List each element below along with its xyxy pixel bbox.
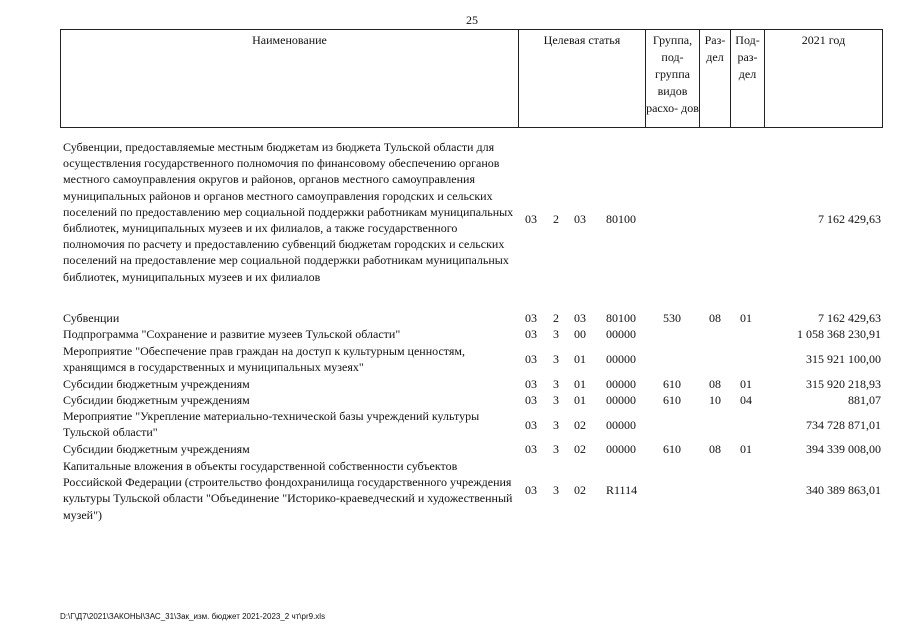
row-group: 610 [663,393,681,407]
row-code-1: 03 [525,212,537,226]
row-code-1: 03 [525,442,537,456]
row-amount: 394 339 008,00 [806,442,881,456]
table-row-name: Мероприятие "Укрепление материально-технической базы учреждений культуры Тульской области" [63,409,480,440]
row-podrazdel: 01 [740,377,752,391]
row-podrazdel: 01 [740,311,752,325]
row-code-3: 01 [574,352,586,366]
header-group: Группа, под- группа видов расхо- дов [645,30,699,127]
table-row-name: Субсидии бюджетным учреждениям [63,442,250,456]
row-code-4: 00000 [606,418,636,432]
row-amount: 340 389 863,01 [806,483,881,497]
header-razdel: Раз- дел [699,30,730,127]
row-amount: 734 728 871,01 [806,418,881,432]
row-code-2: 3 [553,483,559,497]
row-code-4: 00000 [606,442,636,456]
row-amount: 7 162 429,63 [818,311,881,325]
row-group: 530 [663,311,681,325]
table-row-name: Субсидии бюджетным учреждениям [63,377,250,391]
page-number: 25 [466,13,478,27]
row-code-1: 03 [525,352,537,366]
table-header [60,29,883,128]
row-razdel: 08 [709,377,721,391]
row-code-3: 00 [574,327,586,341]
row-code-1: 03 [525,311,537,325]
row-code-3: 01 [574,393,586,407]
row-code-1: 03 [525,483,537,497]
table-row-name: Капитальные вложения в объекты государственной собственности субъектов Российской Федерации (строительство фондохранилища государственного учреждения культуры Тульской области "Объединение "Историко-краеведческий и художественный музей") [63,459,513,522]
row-code-2: 3 [553,327,559,341]
row-code-2: 3 [553,377,559,391]
row-podrazdel: 01 [740,442,752,456]
row-code-2: 3 [553,352,559,366]
footer-file-path: D:\Г\Д7\2021\ЗАКОНЫ\ЗАС_31\Зак_изм. бюджет 2021-2023_2 чт\pr9.xls [60,612,326,621]
row-amount: 7 162 429,63 [818,212,881,226]
row-razdel: 08 [709,311,721,325]
row-code-3: 02 [574,483,586,497]
header-target-article: Целевая статья [518,30,645,127]
row-amount: 881,07 [848,393,881,407]
row-razdel: 10 [709,393,721,407]
row-code-2: 3 [553,442,559,456]
table-row-name: Субвенции, предоставляемые местным бюджетам из бюджета Тульской области для осуществления государственного полномочия по финансовому обеспечению органов местного самоуправления округов и районов, органов местного самоуправления муниципальных районов и органов местного самоуправления городских и сельских поселений по предоставлению мер социальной поддержки работникам муниципальных библиотек, муниципальных музеев и их филиалов, а также государственного полномочия по расчету и предоставлению субвенций бюджетам городских и сельских поселений на предоставление мер социальной поддержки работникам муниципальных библиотек, муниципальных музеев и их филиалов [63,140,514,284]
table-row-name: Подпрограмма "Сохранение и развитие музеев Тульской области" [63,327,401,341]
row-code-1: 03 [525,418,537,432]
row-code-2: 2 [553,212,559,226]
row-code-4: 00000 [606,352,636,366]
row-code-1: 03 [525,393,537,407]
row-code-4: 80100 [606,212,636,226]
row-code-3: 02 [574,418,586,432]
row-razdel: 08 [709,442,721,456]
row-code-4: R1114 [606,483,638,497]
table-row-name: Мероприятие "Обеспечение прав граждан на доступ к культурным ценностям, хранящимся в государственных и муниципальных музеях" [63,344,465,375]
table-row-name: Субсидии бюджетным учреждениям [63,393,250,407]
row-code-4: 00000 [606,377,636,391]
row-podrazdel: 04 [740,393,752,407]
row-amount: 1 058 368 230,91 [797,327,881,341]
row-code-4: 80100 [606,311,636,325]
row-group: 610 [663,442,681,456]
row-amount: 315 920 218,93 [806,377,881,391]
row-code-3: 03 [574,212,586,226]
row-code-3: 01 [574,377,586,391]
row-code-2: 3 [553,393,559,407]
row-code-4: 00000 [606,393,636,407]
row-code-1: 03 [525,327,537,341]
row-amount: 315 921 100,00 [806,352,881,366]
row-code-2: 2 [553,311,559,325]
row-group: 610 [663,377,681,391]
table-row-name: Субвенции [63,311,120,325]
header-name: Наименование [252,33,327,47]
header-year: 2021 год [764,30,882,127]
row-code-4: 00000 [606,327,636,341]
row-code-3: 03 [574,311,586,325]
row-code-1: 03 [525,377,537,391]
row-code-3: 02 [574,442,586,456]
header-podrazdel: Под- раз- дел [730,30,764,127]
row-code-2: 3 [553,418,559,432]
